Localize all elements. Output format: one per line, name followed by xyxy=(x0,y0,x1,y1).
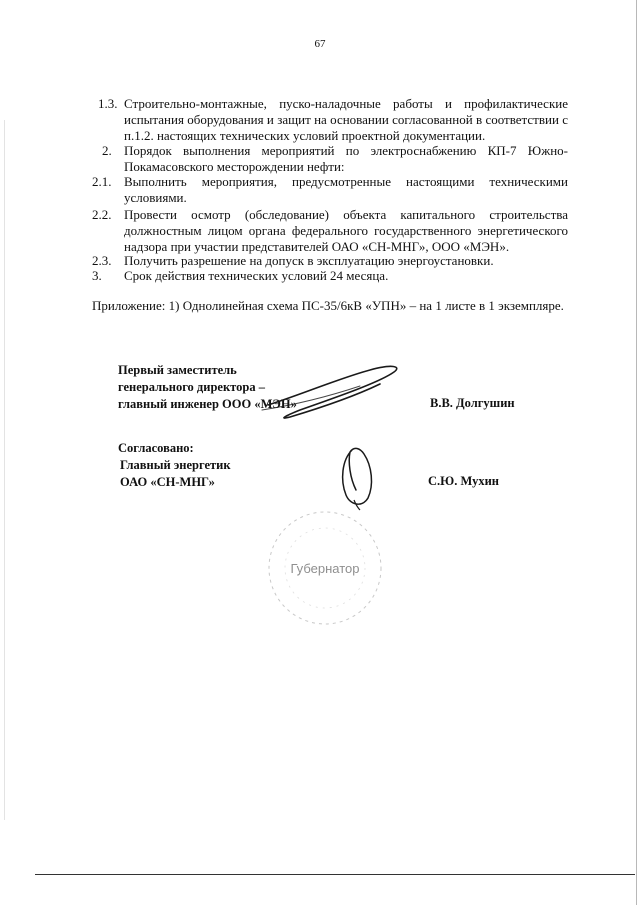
item-line: испытания оборудования и защит на основании согласованной в соответствии с xyxy=(124,112,568,127)
item-number: 2.1. xyxy=(92,174,112,189)
item-line: Провести осмотр (обследование) объекта капитального строительства xyxy=(124,207,568,222)
item-number: 2. xyxy=(102,143,112,158)
signatory-title-line: генерального директора – xyxy=(118,380,265,394)
item-number: 3. xyxy=(92,268,102,283)
signatory-title-line: Первый заместитель xyxy=(118,363,237,377)
stamp-text: Губернатор xyxy=(290,561,360,576)
signatory-2-name: С.Ю. Мухин xyxy=(428,474,500,488)
item-line: Покамасовского месторождении нефти: xyxy=(124,159,345,174)
item-number: 1.3. xyxy=(98,96,118,111)
item-line: Порядок выполнения мероприятий по электроснабжению КП-7 Южно- xyxy=(124,143,568,158)
page-number: 67 xyxy=(314,38,326,50)
item-line: должностным лицом органа федерального государственного энергетического xyxy=(124,223,568,238)
item-line: Срок действия технических условий 24 месяца. xyxy=(124,268,389,283)
signatory-title-line: Главный энергетик xyxy=(120,458,231,472)
item-line: условиями. xyxy=(124,190,187,205)
item-line: п.1.2. настоящих технических условий проектной документации. xyxy=(124,128,486,143)
item-line: Выполнить мероприятия, предусмотренные настоящими техническими xyxy=(124,174,568,189)
item-number: 2.3. xyxy=(92,253,112,268)
item-line: надзора при участии представителей ОАО «СН-МНГ», ООО «МЭН». xyxy=(124,239,510,254)
signatory-title-line: главный инженер ООО «МЭН» xyxy=(118,397,297,411)
item-line: Получить разрешение на допуск в эксплуатацию энергоустановки. xyxy=(124,253,494,268)
footer-divider xyxy=(35,874,635,875)
item-line: Строительно-монтажные, пуско-наладочные работы и профилактические xyxy=(124,96,568,111)
signatory-title-line: ОАО «СН-МНГ» xyxy=(120,475,215,489)
signatory-title-line: Согласовано: xyxy=(118,441,194,455)
signatory-1-name: В.В. Долгушин xyxy=(430,396,515,410)
appendix-note: Приложение: 1) Однолинейная схема ПС-35/6кВ «УПН» – на 1 листе в 1 экземпляре. xyxy=(92,298,564,313)
item-number: 2.2. xyxy=(92,207,112,222)
